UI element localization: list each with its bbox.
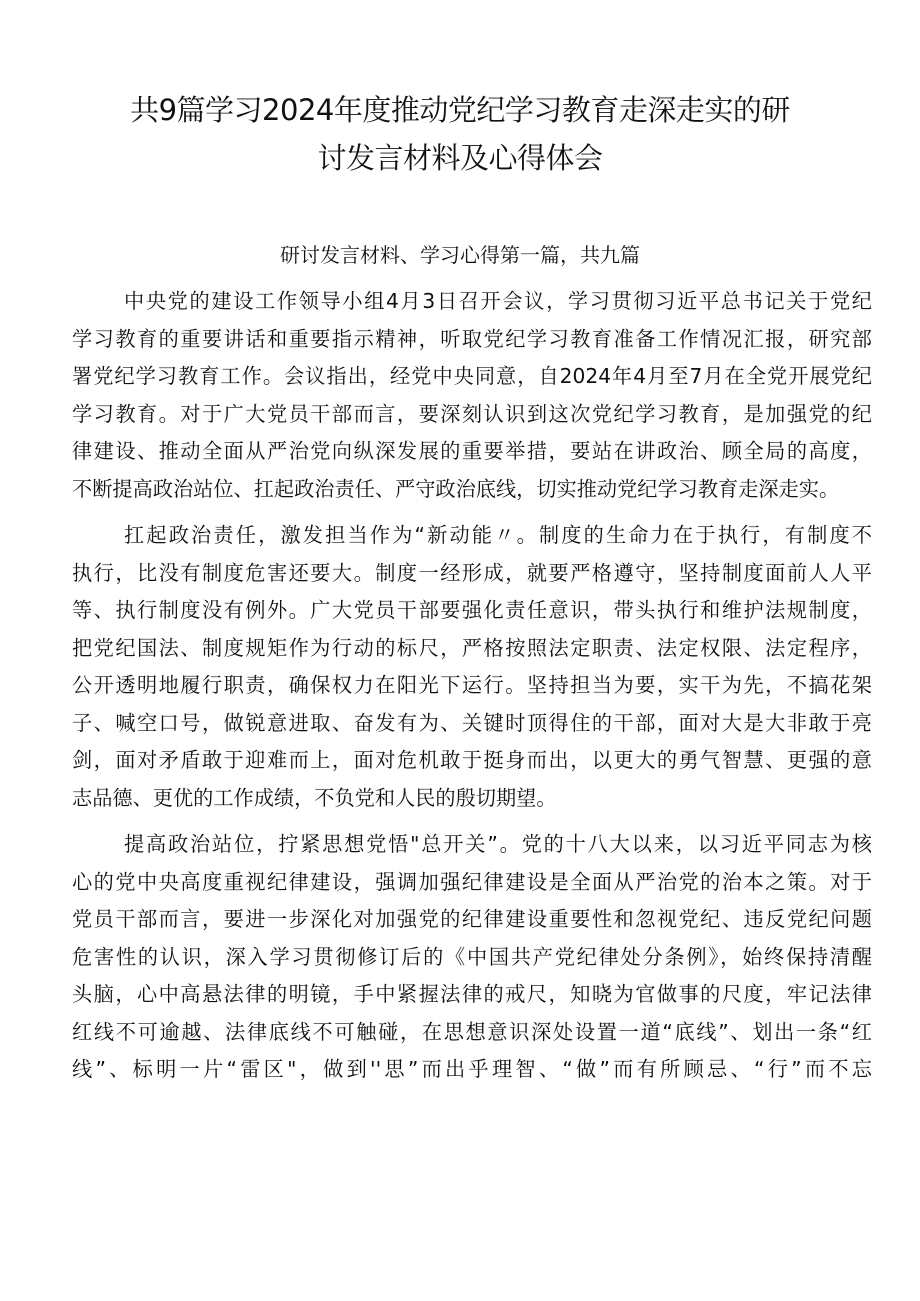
paragraph-line: 子、喊空口号，做锐意进取、奋发有为、关键时顶得住的干部，面对大是大非敢于亮 — [72, 710, 872, 735]
paragraph-line: 中央党的建设工作领导小组4月3日召开会议，学习贯彻习近平总书记关于党纪 — [124, 289, 872, 313]
paragraph-line: 志品德、更优的工作成绩，不负党和人民的殷切期望。 — [72, 785, 557, 810]
paragraph-line: 红线不可逾越、法律底线不可触碰，在思想意识深处设置一道“底线”、划出一条“红 — [72, 1019, 872, 1044]
paragraph-line: 党员干部而言，要进一步深化对加强党的纪律建设重要性和忽视党纪、违反党纪问题 — [72, 907, 872, 931]
paragraph-3 — [72, 826, 872, 1089]
paragraph-line: 律建设、推动全面从严治党向纵深发展的重要举措，要站在讲政治、顾全局的高度， — [72, 439, 872, 463]
title-line-2: 讨发言材料及心得体会 — [317, 141, 603, 175]
paragraph-line: 提高政治站位，拧紧思想党悟"总开关”。党的十八大以来，以习近平同志为核 — [124, 832, 872, 856]
paragraph-line: 等、执行制度没有例外。广大党员干部要强化责任意识，带头执行和维护法规制度， — [72, 598, 872, 622]
document-title — [110, 86, 810, 182]
paragraph-line: 扛起政治责任，激发担当作为“新动能〃。制度的生命力在于执行，有制度不 — [124, 523, 872, 547]
document-body — [72, 283, 872, 1089]
paragraph-line: 头脑，心中高悬法律的明镜，手中紧握法律的戒尺，知晓为官做事的尺度，牢记法律 — [72, 982, 872, 1006]
paragraph-line: 线”、标明一片“雷区"，做到''思”而出乎理智、“做”而有所顾忌、“行”而不忘 — [72, 1057, 872, 1081]
paragraph-line: 公开透明地履行职责，确保权力在阳光下运行。坚持担当为要，实干为先，不搞花架 — [72, 673, 872, 697]
paragraph-2 — [72, 517, 872, 817]
paragraph-line: 不断提高政治站位、扛起政治责任、严守政治底线，切实推动党纪学习教育走深走实。 — [72, 476, 840, 501]
document-subtitle: 研讨发言材料、学习心得第一篇，共九篇 — [280, 243, 640, 267]
paragraph-line: 危害性的认识，深入学习贯彻修订后的《中国共产党纪律处分条例》，始终保持清醒 — [72, 944, 872, 969]
paragraph-line: 剑，面对矛盾敢于迎难而上，面对危机敢于挺身而出，以更大的勇气智慧、更强的意 — [72, 748, 872, 772]
paragraph-line: 执行，比没有制度危害还要大。制度一经形成，就要严格遵守，坚持制度面前人人平 — [72, 560, 872, 585]
paragraph-line: 学习教育的重要讲话和重要指示精神，听取党纪学习教育准备工作情况汇报，研究部 — [72, 326, 872, 351]
paragraph-line: 把党纪国法、制度规矩作为行动的标尺，严格按照法定职责、法定权限、法定程序， — [72, 635, 872, 660]
paragraph-line: 心的党中央高度重视纪律建设，强调加强纪律建设是全面从严治党的治本之策。对于 — [72, 869, 872, 894]
paragraph-1 — [72, 283, 872, 508]
paragraph-line: 学习教育。对于广大党员干部而言，要深刻认识到这次党纪学习教育，是加强党的纪 — [72, 401, 872, 426]
paragraph-line: 署党纪学习教育工作。会议指出，经党中央同意，自2024年4月至7月在全党开展党纪 — [72, 364, 872, 388]
title-line-1: 共9篇学习2024年度推动党纪学习教育走深走实的研 — [130, 93, 790, 127]
